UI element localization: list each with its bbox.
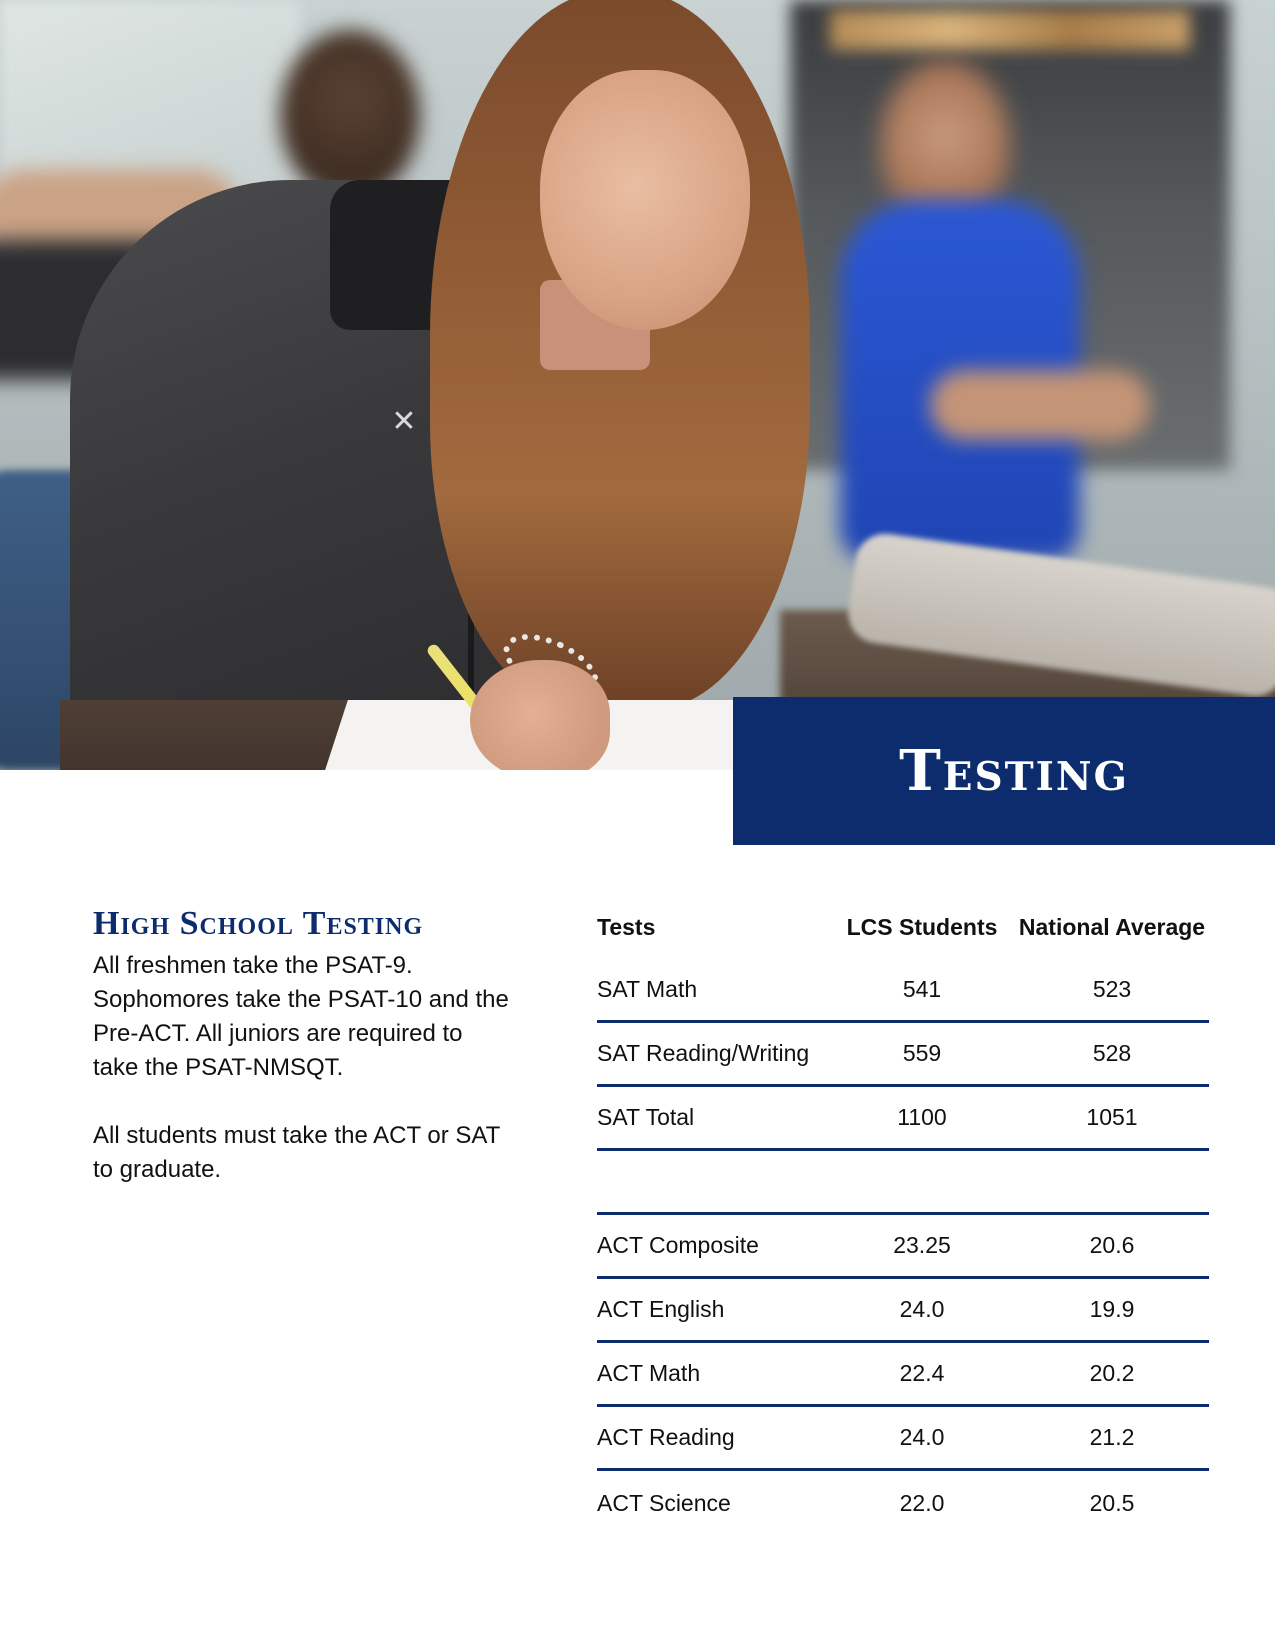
national-score: 19.9 [1089,1296,1135,1322]
test-name: SAT Total [597,1104,695,1130]
header-tests: Tests [597,913,656,940]
lcs-score: 24.0 [899,1296,945,1322]
table-spacer-row [597,1151,1209,1215]
national-score: 20.5 [1089,1489,1135,1516]
test-name: SAT Reading/Writing [597,1040,810,1066]
jacket-logo-icon: ✕ [391,404,417,439]
table-row [597,959,1209,1023]
photo-background-student [280,30,420,200]
testing-requirements-paragraph: All freshmen take the PSAT-9. Sophomores take the PSAT-10 and the Pre-ACT. All juniors are required to take the PSAT-NMSQT. [93,952,509,1081]
national-score: 523 [1092,976,1132,1002]
table-row [597,1407,1209,1471]
header-national-average: National Average [1018,913,1206,940]
table-row [597,1087,1209,1151]
graduation-requirement-paragraph: All students must take the ACT or SAT to graduate. [93,1122,500,1183]
photo-student-hand [470,660,610,780]
lcs-score: 541 [902,976,942,1002]
test-name: ACT English [597,1296,725,1322]
lcs-score: 1100 [897,1104,947,1130]
intro-text-column [93,905,513,1187]
banner-title: Testing [899,738,1129,804]
table-row [597,1023,1209,1087]
testing-banner [733,697,1275,845]
table-row [597,1343,1209,1407]
table-row [597,1279,1209,1343]
national-score: 20.6 [1089,1232,1135,1258]
header-lcs-students: LCS Students [846,913,998,940]
test-name: ACT Science [597,1489,731,1516]
photo-books [830,10,1190,50]
photo-boy-arm [930,370,1150,440]
test-name: SAT Math [597,976,698,1002]
national-score: 20.2 [1089,1360,1135,1386]
national-score: 1051 [1086,1104,1138,1130]
table-row [597,1471,1209,1535]
scores-table [597,895,1209,1535]
table-header-row [597,895,1209,959]
lcs-score: 22.0 [899,1489,945,1516]
photo-student-face [540,70,750,330]
table-row [597,1215,1209,1279]
national-score: 21.2 [1089,1424,1135,1450]
section-heading: High School Testing [93,905,424,942]
lcs-score: 22.4 [899,1360,945,1386]
test-name: ACT Math [597,1360,701,1386]
test-name: ACT Composite [597,1232,759,1258]
lcs-score: 559 [902,1040,942,1066]
lcs-score: 24.0 [899,1424,945,1450]
national-score: 528 [1092,1040,1132,1066]
lcs-score: 23.25 [893,1232,951,1258]
test-name: ACT Reading [597,1424,735,1450]
hero-photo [0,0,1275,808]
